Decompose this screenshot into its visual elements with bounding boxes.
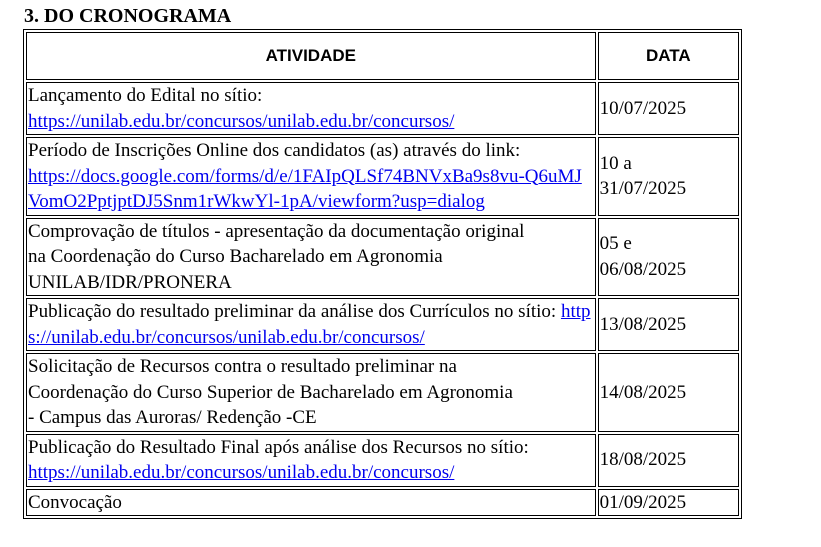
table-row	[26, 82, 739, 135]
table-row	[26, 353, 739, 432]
table-row	[26, 298, 739, 351]
date-line-2: 31/07/2025	[599, 178, 687, 200]
activity-cell	[26, 218, 596, 297]
activity-text: Período de Inscrições Online dos candidatos (as) através do link:	[28, 140, 521, 161]
activity-text-line-3: - Campus das Auroras/ Redenção -CE	[28, 407, 317, 428]
final-result-link[interactable]: https://unilab.edu.br/concursos/unilab.edu.br/concursos/	[28, 462, 455, 483]
registration-form-link[interactable]: https://docs.google.com/forms/d/e/1FAIpQLSf74BNVxBa9s8vu-Q6uMJVomO2PptjptDJ5Snm1rWkwYl-1pA/viewform?usp=dialog	[28, 165, 582, 212]
date-line-1: 10 a	[599, 152, 632, 174]
table-header-row	[26, 32, 739, 80]
table-row	[26, 137, 739, 216]
preliminary-result-link[interactable]: https://unilab.edu.br/concursos/unilab.edu.br/concursos/	[28, 301, 591, 348]
activity-text: Publicação do Resultado Final após análise dos Recursos no sítio:	[28, 436, 529, 458]
activity-cell	[26, 434, 596, 487]
edital-link[interactable]: https://unilab.edu.br/concursos/unilab.edu.br/concursos/	[28, 110, 455, 132]
date-cell: 10/07/2025	[598, 82, 739, 135]
date-cell	[598, 218, 739, 297]
activity-cell: Convocação	[26, 489, 596, 517]
date-line-1: 05 e	[599, 233, 632, 255]
activity-text-line-1: Comprovação de títulos - apresentação da documentação original	[28, 220, 525, 242]
activity-cell	[26, 137, 596, 216]
table-row	[26, 489, 739, 517]
activity-cell	[26, 82, 596, 135]
table-row	[26, 218, 739, 297]
header-date: DATA	[598, 32, 739, 80]
activity-cell	[26, 298, 596, 351]
schedule-table	[23, 29, 742, 519]
activity-text-line-3: UNILAB/IDR/PRONERA	[28, 271, 232, 293]
date-cell: 18/08/2025	[598, 434, 739, 487]
section-title: 3. DO CRONOGRAMA	[24, 5, 232, 27]
date-cell: 13/08/2025	[598, 298, 739, 351]
activity-cell	[26, 353, 596, 432]
activity-text: Publicação do resultado preliminar da análise dos Currículos no sítio:	[28, 301, 557, 322]
table-row	[26, 434, 739, 487]
date-line-2: 06/08/2025	[599, 258, 687, 280]
activity-text-line-2: Coordenação do Curso Superior de Bacharelado em Agronomia	[28, 381, 513, 403]
header-activity: ATIVIDADE	[26, 32, 596, 80]
date-cell: 01/09/2025	[598, 489, 739, 517]
activity-text-line-1: Solicitação de Recursos contra o resultado preliminar na	[28, 356, 457, 377]
date-cell	[598, 137, 739, 216]
activity-text: Lançamento do Edital no sítio:	[28, 85, 263, 106]
activity-text-line-2: na Coordenação do Curso Bacharelado em Agronomia	[28, 246, 443, 267]
date-cell: 14/08/2025	[598, 353, 739, 432]
